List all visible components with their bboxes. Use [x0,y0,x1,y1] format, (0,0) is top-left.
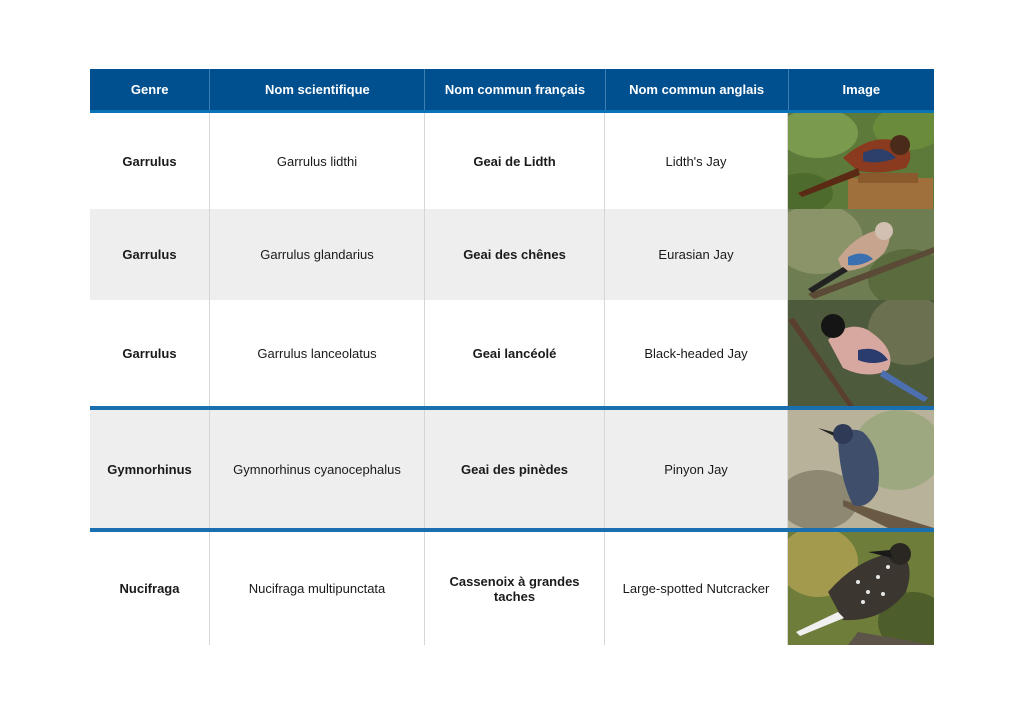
cell-english-name: Large-spotted Nutcracker [605,532,788,645]
table-row [90,113,934,209]
cell-genre: Garrulus [90,113,210,209]
cell-genre: Garrulus [90,209,210,300]
cell-image [788,209,934,300]
header-image: Image [842,82,881,97]
table-row [90,209,934,300]
cell-scientific-name: Nucifraga multipunctata [210,532,425,645]
pinyon-jay-photo [788,410,934,528]
cell-french-name: Cassenoix à grandes taches [425,532,605,645]
cell-scientific-name: Garrulus glandarius [210,209,425,300]
nutcracker-photo [788,532,934,645]
species-table [90,69,934,645]
cell-french-name: Geai lancéolé [425,300,605,406]
cell-image [788,113,934,209]
cell-french-name: Geai des pinèdes [425,410,605,528]
cell-french-name: Geai des chênes [425,209,605,300]
cell-genre: Nucifraga [90,532,210,645]
cell-scientific-name: Garrulus lanceolatus [210,300,425,406]
eurasian-jay-photo [788,209,934,300]
cell-image [788,532,934,645]
cell-image [788,410,934,528]
cell-english-name: Eurasian Jay [605,209,788,300]
header-genre: Genre [90,69,210,110]
cell-genre: Garrulus [90,300,210,406]
cell-english-name: Black-headed Jay [605,300,788,406]
table-row [90,532,934,645]
table-row [90,410,934,528]
header-french-name: Nom commun français [425,69,605,110]
cell-genre: Gymnorhinus [90,410,210,528]
lidths-jay-photo [788,113,934,209]
table-row [90,300,934,406]
black-headed-jay-photo [788,300,934,406]
header-scientific-name: Nom scientifique [210,69,425,110]
cell-scientific-name: Garrulus lidthi [210,113,425,209]
cell-english-name: Pinyon Jay [605,410,788,528]
cell-image [788,300,934,406]
table-header [90,69,934,113]
cell-scientific-name: Gymnorhinus cyanocephalus [210,410,425,528]
cell-french-name: Geai de Lidth [425,113,605,209]
header-english-name: Nom commun anglais [606,69,789,110]
cell-english-name: Lidth's Jay [605,113,788,209]
